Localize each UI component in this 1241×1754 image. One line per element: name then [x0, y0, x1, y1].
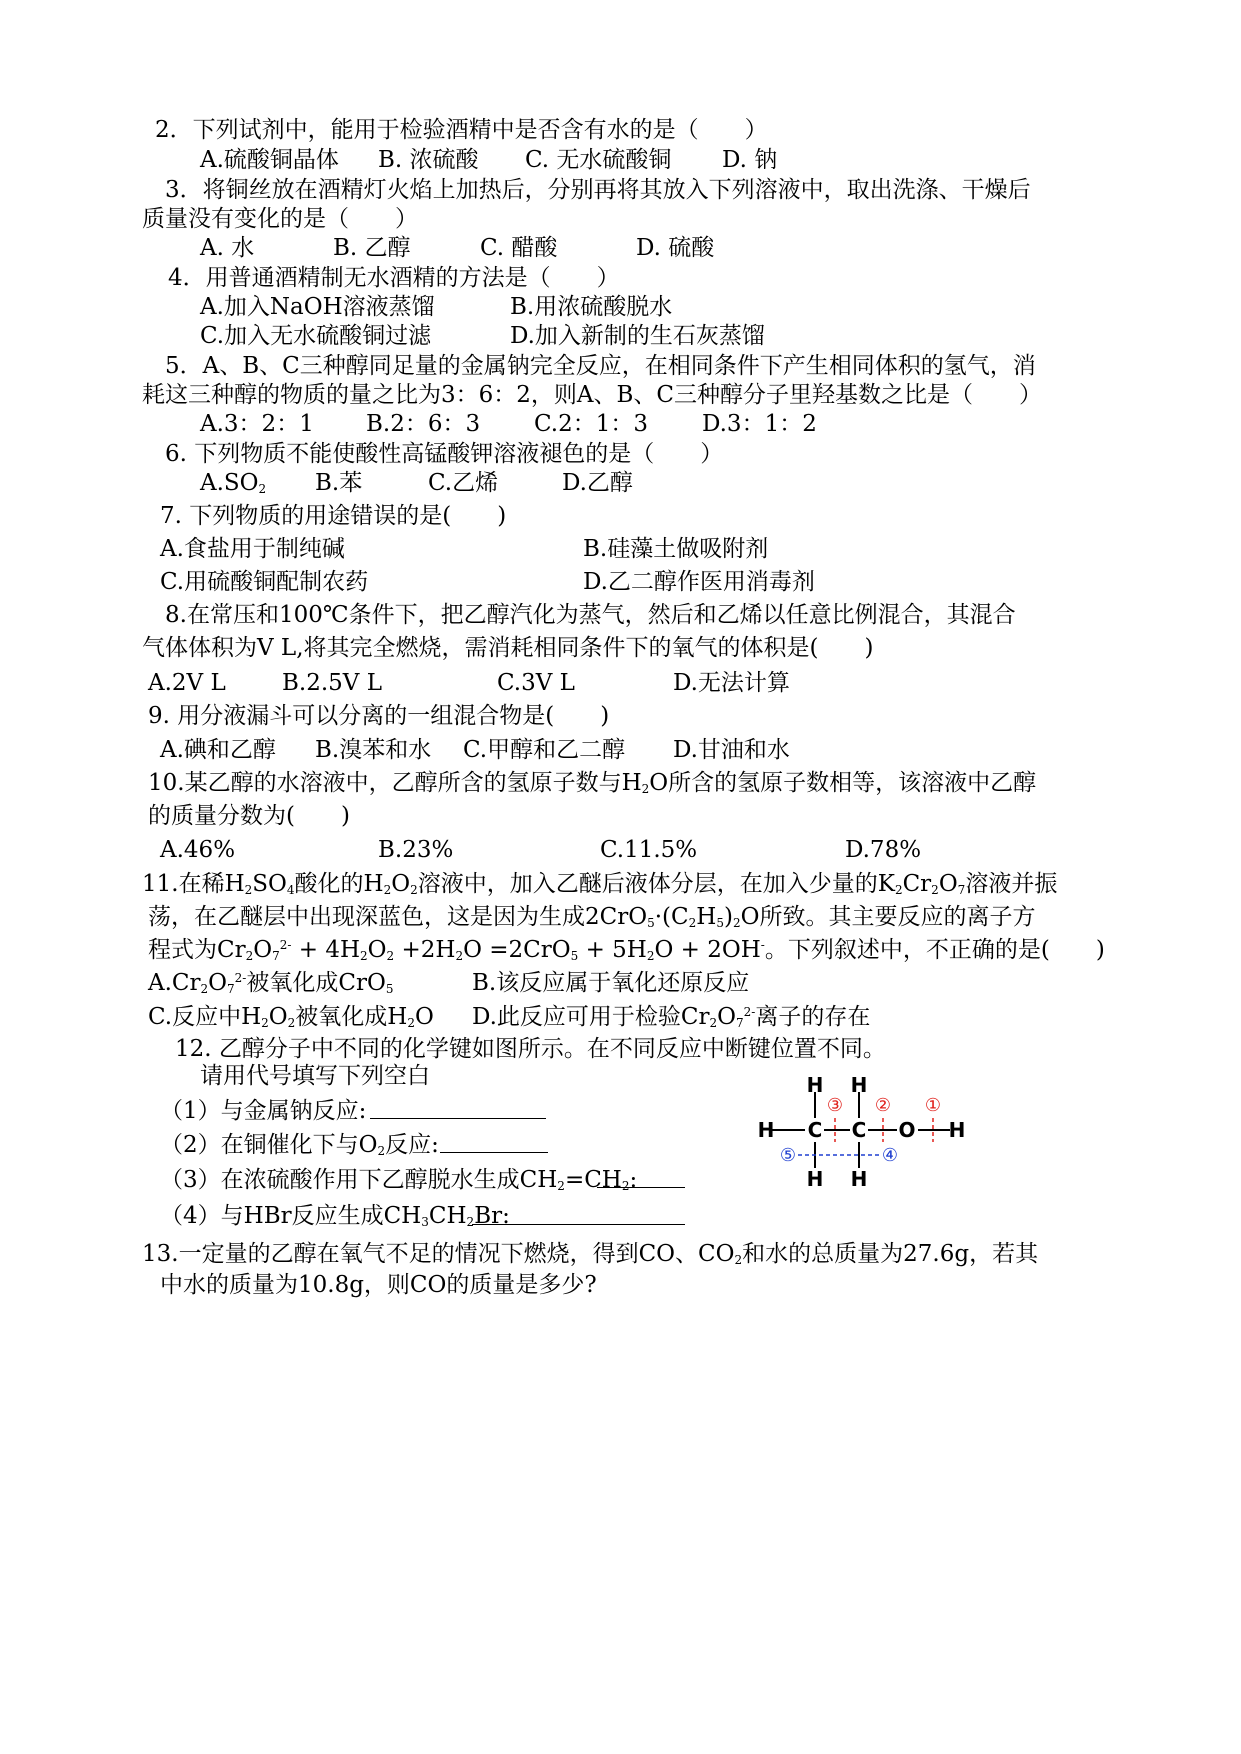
q6-option-d: D.乙醇: [562, 470, 633, 496]
q7-option-d: D.乙二醇作医用消毒剂: [583, 569, 815, 595]
bond-label-3: ③: [826, 1095, 844, 1116]
q12-sub3-answer-blank[interactable]: [597, 1187, 685, 1188]
bond-label-5: ⑤: [779, 1145, 797, 1166]
q7-option-b: B.硅藻土做吸附剂: [583, 536, 769, 562]
q11-option-c: C.反应中$H_2O_2$被氧化成$H_2O$: [148, 1004, 434, 1030]
q2-option-b: B. 浓硫酸: [378, 147, 479, 173]
atom-c-right: C: [851, 1118, 867, 1142]
q8-option-a: A.2V L: [148, 670, 226, 696]
q12-sub1-label: （1）与金属钠反应:: [160, 1098, 367, 1124]
q5-option-b: B.2：6：3: [366, 411, 481, 437]
q12-sub3-label: （3）在浓硫酸作用下乙醇脱水生成$CH_2=CH_2$:: [160, 1167, 638, 1193]
q13-stem-line1: 13.一定量的乙醇在氧气不足的情况下燃烧，得到CO、$CO_2$和水的总质量为27.6g，若其: [142, 1241, 1039, 1267]
atom-o: O: [898, 1118, 916, 1142]
q12-sub1-answer-blank[interactable]: [370, 1118, 546, 1119]
q12-stem-line2: 请用代号填写下列空白: [200, 1063, 430, 1089]
q4-option-d: D.加入新制的生石灰蒸馏: [510, 323, 765, 349]
q5-option-c: C.2：1：3: [534, 411, 648, 437]
q11-stem-line3: 程式为$Cr_2O_7^{2-} + 4H_2O_2 +2H_2O =2CrO_5 + 5H_2O + 2OH^-$。下列叙述中，不正确的是( ): [148, 937, 1105, 963]
ethanol-bond-diagram: [740, 1068, 980, 1190]
q9-option-d: D.甘油和水: [673, 737, 790, 763]
q7-option-a: A.食盐用于制纯碱: [160, 536, 345, 562]
q7-option-c: C.用硫酸铜配制农药: [160, 569, 369, 595]
q8-option-b: B.2.5V L: [282, 670, 382, 696]
q9-option-b: B.溴苯和水: [315, 737, 432, 763]
q5-stem-line2: 耗这三种醇的物质的量之比为3：6：2，则A、B、C三种醇分子里羟基数之比是（ ）: [142, 382, 1043, 408]
atom-h-top-left: H: [806, 1073, 824, 1097]
q5-stem-line1: 5．A、B、C三种醇同足量的金属钠完全反应，在相同条件下产生相同体积的氢气，消: [165, 353, 1036, 379]
q9-option-a: A.碘和乙醇: [160, 737, 276, 763]
q4-option-c: C.加入无水硫酸铜过滤: [200, 323, 432, 349]
q2-option-d: D. 钠: [722, 147, 778, 173]
q6-option-a: $A.SO_2$: [200, 470, 267, 496]
q3-stem-line1: 3．将铜丝放在酒精灯火焰上加热后，分别再将其放入下列溶液中，取出洗涤、干燥后: [165, 177, 1031, 203]
q9-stem: 9. 用分液漏斗可以分离的一组混合物是( ): [148, 703, 610, 729]
q10-stem-line2: 的质量分数为( ): [148, 803, 350, 829]
q6-option-b: B.苯: [315, 470, 363, 496]
q3-option-d: D. 硫酸: [636, 235, 715, 261]
bond-label-2: ②: [874, 1095, 892, 1116]
q8-option-c: C.3V L: [497, 670, 575, 696]
q5-option-a: A.3：2：1: [200, 411, 314, 437]
atom-h-bottom-left: H: [806, 1167, 824, 1190]
q2-stem: 2．下列试剂中，能用于检验酒精中是否含有水的是（ ）: [155, 117, 768, 143]
q11-option-a: $A.Cr_2O_7^{2-}$被氧化成CrO$_5$: [148, 970, 394, 996]
q7-stem: 7. 下列物质的用途错误的是( ): [160, 503, 507, 529]
bond-label-4: ④: [881, 1145, 899, 1166]
q8-option-d: D.无法计算: [673, 670, 790, 696]
q10-option-d: D.78%: [845, 837, 922, 863]
q13-stem-line2: 中水的质量为10.8g，则CO的质量是多少?: [160, 1272, 597, 1298]
atom-h-bottom-right: H: [850, 1167, 868, 1190]
q11-option-d: D.此反应可用于检验$Cr_2O_7^{2-}$离子的存在: [472, 1004, 871, 1030]
q10-stem-line1: 10.某乙醇的水溶液中，乙醇所含的氢原子数与$H_2O$所含的氢原子数相等，该溶液中乙醇: [148, 770, 1037, 796]
q10-option-c: C.11.5%: [600, 837, 698, 863]
q9-option-c: C.甲醇和乙二醇: [463, 737, 626, 763]
q12-sub4-label: （4）与HBr反应生成$CH_3CH_2Br$:: [160, 1203, 510, 1229]
atom-h-top-right: H: [850, 1073, 868, 1097]
q10-option-a: A.46%: [160, 837, 236, 863]
q12-sub2-label: （2）在铜催化下与$O_2$反应:: [160, 1132, 439, 1158]
q4-stem: 4．用普通酒精制无水酒精的方法是（ ）: [168, 265, 620, 291]
q3-stem-line2: 质量没有变化的是（ ）: [142, 206, 418, 232]
q3-option-b: B. 乙醇: [333, 235, 411, 261]
q12-stem-line1: 12. 乙醇分子中不同的化学键如图所示。在不同反应中断键位置不同。: [175, 1036, 886, 1062]
q12-sub2-answer-blank[interactable]: [440, 1152, 548, 1153]
q4-option-b: B.用浓硫酸脱水: [510, 294, 673, 320]
q10-option-b: B.23%: [378, 837, 454, 863]
q3-option-c: C. 醋酸: [480, 235, 558, 261]
atom-h-left: H: [757, 1118, 775, 1142]
q12-sub4-answer-blank[interactable]: [472, 1224, 685, 1225]
q4-option-a: A.加入NaOH溶液蒸馏: [200, 294, 435, 320]
q3-option-a: A. 水: [200, 235, 255, 261]
q2-option-c: C. 无水硫酸铜: [525, 147, 672, 173]
atom-h-right: H: [948, 1118, 966, 1142]
q11-stem-line2: 荡，在乙醚层中出现深蓝色，这是因为生成$2CrO_5\cdot(C_2H_5)_2O$所致。其主要反应的离子方: [148, 904, 1036, 930]
q11-option-b: B.该反应属于氧化还原反应: [472, 970, 750, 996]
bond-label-1: ①: [924, 1095, 942, 1116]
atom-c-left: C: [807, 1118, 823, 1142]
q5-option-d: D.3：1：2: [702, 411, 817, 437]
q11-stem-line1: 11.在稀$H_2SO_4$酸化的$H_2O_2$溶液中，加入乙醚后液体分层，在加入少量的$K_2Cr_2O_7$溶液并振: [142, 871, 1058, 897]
q8-stem-line1: 8.在常压和100℃条件下，把乙醇汽化为蒸气，然后和乙烯以任意比例混合，其混合: [165, 602, 1016, 628]
q8-stem-line2: 气体体积为V L,将其完全燃烧，需消耗相同条件下的氧气的体积是( ): [142, 635, 874, 661]
q2-option-a: A.硫酸铜晶体: [200, 147, 339, 173]
q6-option-c: C.乙烯: [428, 470, 499, 496]
q6-stem: 6. 下列物质不能使酸性高锰酸钾溶液褪色的是（ ）: [165, 441, 724, 467]
